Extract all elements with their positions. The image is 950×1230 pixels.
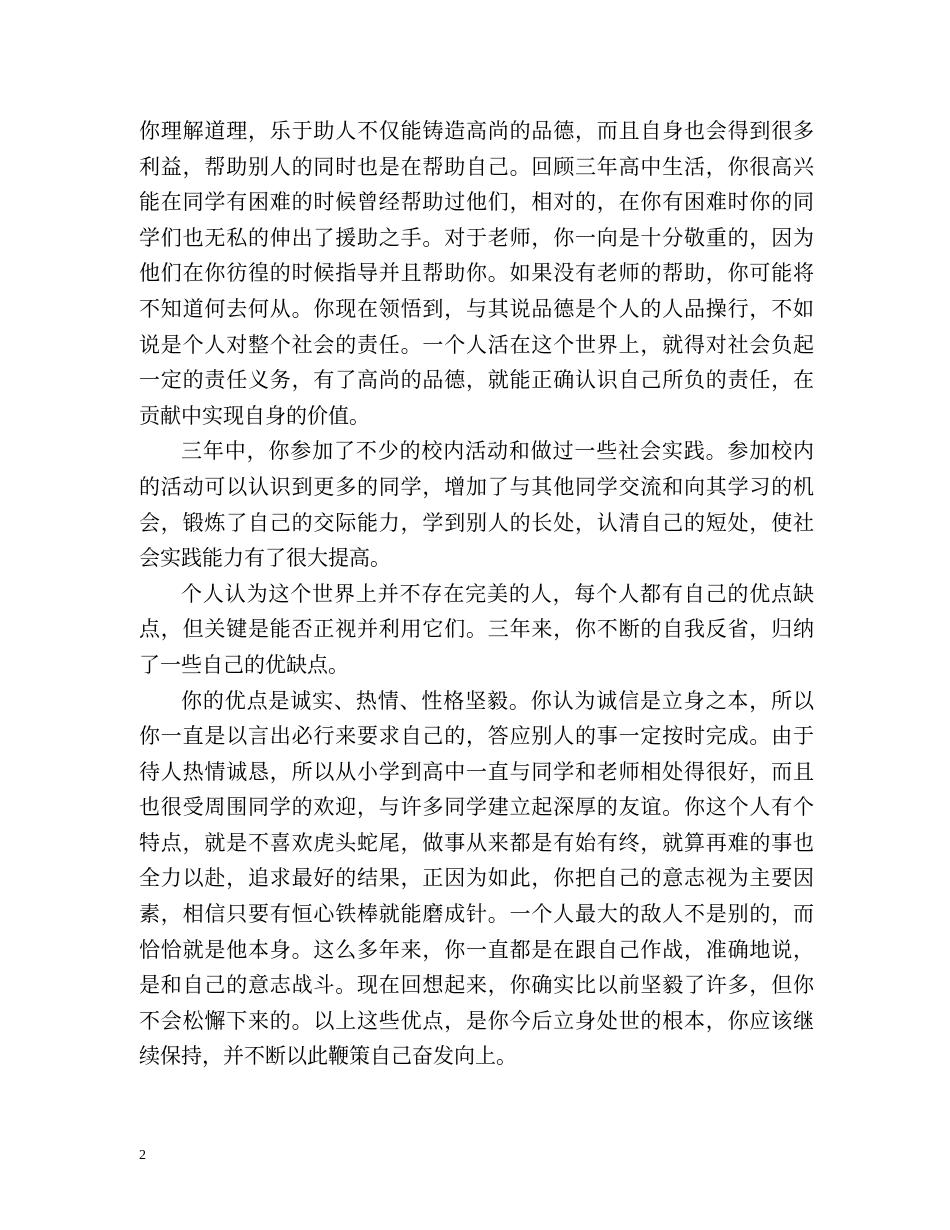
text-line: 不会松懈下来的。以上这些优点，是你今后立身处世的根本，你应该继 <box>139 1008 814 1033</box>
text-line: 三年中，你参加了不少的校内活动和做过一些社会实践。参加校内 <box>181 439 814 464</box>
text-line: 你理解道理，乐于助人不仅能铸造高尚的品德，而且自身也会得到很多 <box>139 119 814 143</box>
text-line: 特点，就是不喜欢虎头蛇尾，做事从来都是有始有终，就算再难的事也 <box>139 830 814 855</box>
text-line: 是和自己的意志战斗。现在回想起来，你确实比以前坚毅了许多，但你 <box>139 973 814 998</box>
text-line: 一定的责任义务，有了高尚的品德，就能正确认识自己所负的责任，在 <box>139 368 814 393</box>
text-line: 贡献中实现自身的价值。 <box>139 403 370 428</box>
text-line: 全力以赴，追求最好的结果，正因为如此，你把自己的意志视为主要因 <box>139 866 814 891</box>
text-line: 会，锻炼了自己的交际能力，学到别人的长处，认清自己的短处，使社 <box>139 510 814 535</box>
text-line: 待人热情诚恳，所以从小学到高中一直与同学和老师相处得很好，而且 <box>139 759 814 784</box>
text-line: 说是个人对整个社会的责任。一个人活在这个世界上，就得对社会负起 <box>139 332 814 357</box>
text-line: 不知道何去何从。你现在领悟到，与其说品德是个人的人品操行，不如 <box>139 296 814 321</box>
text-line: 个人认为这个世界上并不存在完美的人，每个人都有自己的优点缺 <box>181 581 814 606</box>
text-line: 会实践能力有了很大提高。 <box>139 546 391 571</box>
text-line: 续保持，并不断以此鞭策自己奋发向上。 <box>139 1044 517 1069</box>
text-line: 点，但关键是能否正视并利用它们。三年来，你不断的自我反省，归纳 <box>139 617 814 642</box>
text-line: 你的优点是诚实、热情、性格坚毅。你认为诚信是立身之本，所以 <box>181 688 814 713</box>
text-line: 利益，帮助别人的同时也是在帮助自己。回顾三年高中生活，你很高兴 <box>139 154 814 179</box>
text-line: 恰恰就是他本身。这么多年来，你一直都是在跟自己作战，准确地说， <box>139 937 814 962</box>
text-line: 他们在你彷徨的时候指导并且帮助你。如果没有老师的帮助，你可能将 <box>139 261 814 286</box>
text-line: 学们也无私的伸出了援助之手。对于老师，你一向是十分敬重的，因为 <box>139 225 814 250</box>
text-line: 你一直是以言出必行来要求自己的，答应别人的事一定按时完成。由于 <box>139 724 814 749</box>
text-line: 能在同学有困难的时候曾经帮助过他们，相对的，在你有困难时你的同 <box>139 190 814 215</box>
page-number: 2 <box>139 1148 146 1163</box>
text-line: 的活动可以认识到更多的同学，增加了与其他同学交流和向其学习的机 <box>139 474 814 499</box>
text-line: 了一些自己的优缺点。 <box>139 652 349 677</box>
text-line: 也很受周围同学的欢迎，与许多同学建立起深厚的友谊。你这个人有个 <box>139 795 814 820</box>
body-text <box>139 114 814 1075</box>
text-line: 素，相信只要有恒心铁棒就能磨成针。一个人最大的敌人不是别的，而 <box>139 902 814 927</box>
